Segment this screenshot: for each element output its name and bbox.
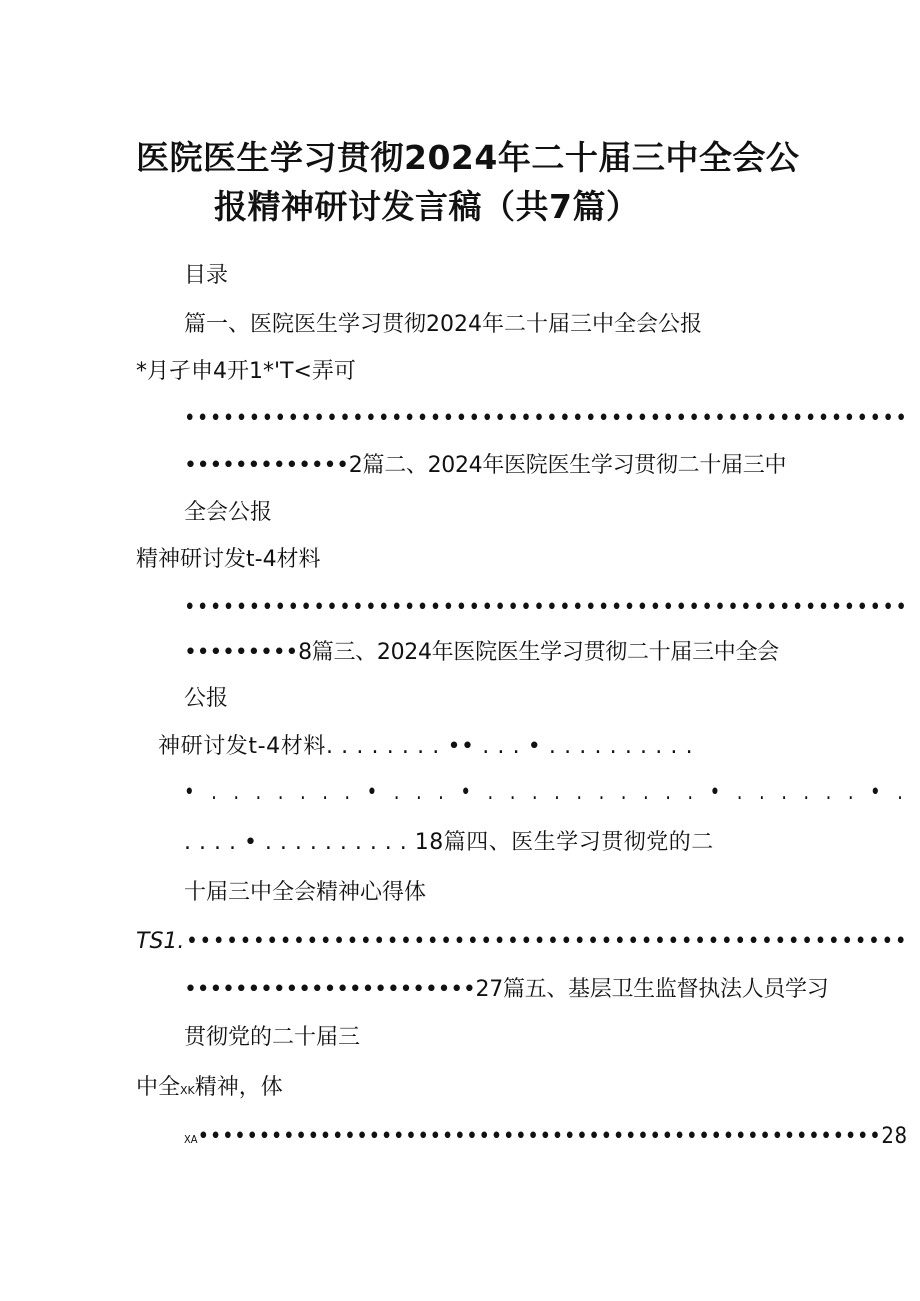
toc-line: 全会公报 — [184, 500, 273, 525]
toc-leader-dots: •••••••••••••••••••••••••••••••••••••••••••••••••••••••• — [184, 595, 909, 620]
toc-line — [136, 1077, 283, 1099]
toc-garbled-glyph: XK — [180, 1084, 195, 1097]
title-line-1: 医院医生学习贯彻2024年二十届三中全会公 — [136, 138, 800, 177]
toc-line: •••••••••••••2篇二、2024年医院医生学习贯彻二十届三中 — [184, 453, 787, 478]
toc-leader-dots: ••••••••••••••••••••••••••••••••••••••••••••••••••••••••28 — [197, 1124, 908, 1149]
toc-line: 篇一、医院医生学习贯彻2024年二十届三中全会公报 — [184, 312, 702, 337]
toc-line: TS1. — [136, 929, 185, 954]
toc-line: •••••••••8篇三、2024年医院医生学习贯彻二十届三中全会 — [184, 640, 779, 665]
toc-line-text: 中全 — [136, 1075, 181, 1100]
toc-line: . . . . • . . . . . . . . . . 18篇四、医生学习贯彻党的二 — [184, 830, 714, 855]
toc-line: 公报 — [184, 686, 229, 711]
toc-line: 十届三中全会精神心得体 — [184, 880, 427, 905]
toc-line: 神研讨发t-4材料. . . . . . . . •• . . . • . . . . . . . . . . — [158, 734, 694, 759]
toc-line: 贯彻党的二十届三 — [184, 1025, 361, 1050]
title-line-2: 报精神研讨发言稿（共7篇） — [214, 187, 640, 226]
toc-leader-dots: •••••••••••••••••••••••••••••••••••••••••••••••••••••• — [186, 929, 909, 954]
toc-line-text: 精神，体 — [194, 1075, 283, 1100]
toc-garbled-glyph: XA — [184, 1133, 198, 1146]
toc-heading: 目录 — [184, 263, 229, 288]
toc-leader-dots: • . . . . . . . • . . . • . . . . . . . . . . • . . . . . . • . — [184, 780, 909, 805]
toc-line: •••••••••••••••••••••••27篇五、基层卫生监督执法人员学习 — [184, 977, 829, 1002]
toc-line — [184, 1126, 908, 1148]
toc-line: *月孑申4开1*'T<弄可 — [136, 359, 356, 384]
toc-leader-dots: •••••••••••••••••••••••••••••••••••••••••••••••••••••••• — [184, 406, 909, 431]
toc-line: 精神研讨发t-4材料 — [136, 547, 321, 572]
